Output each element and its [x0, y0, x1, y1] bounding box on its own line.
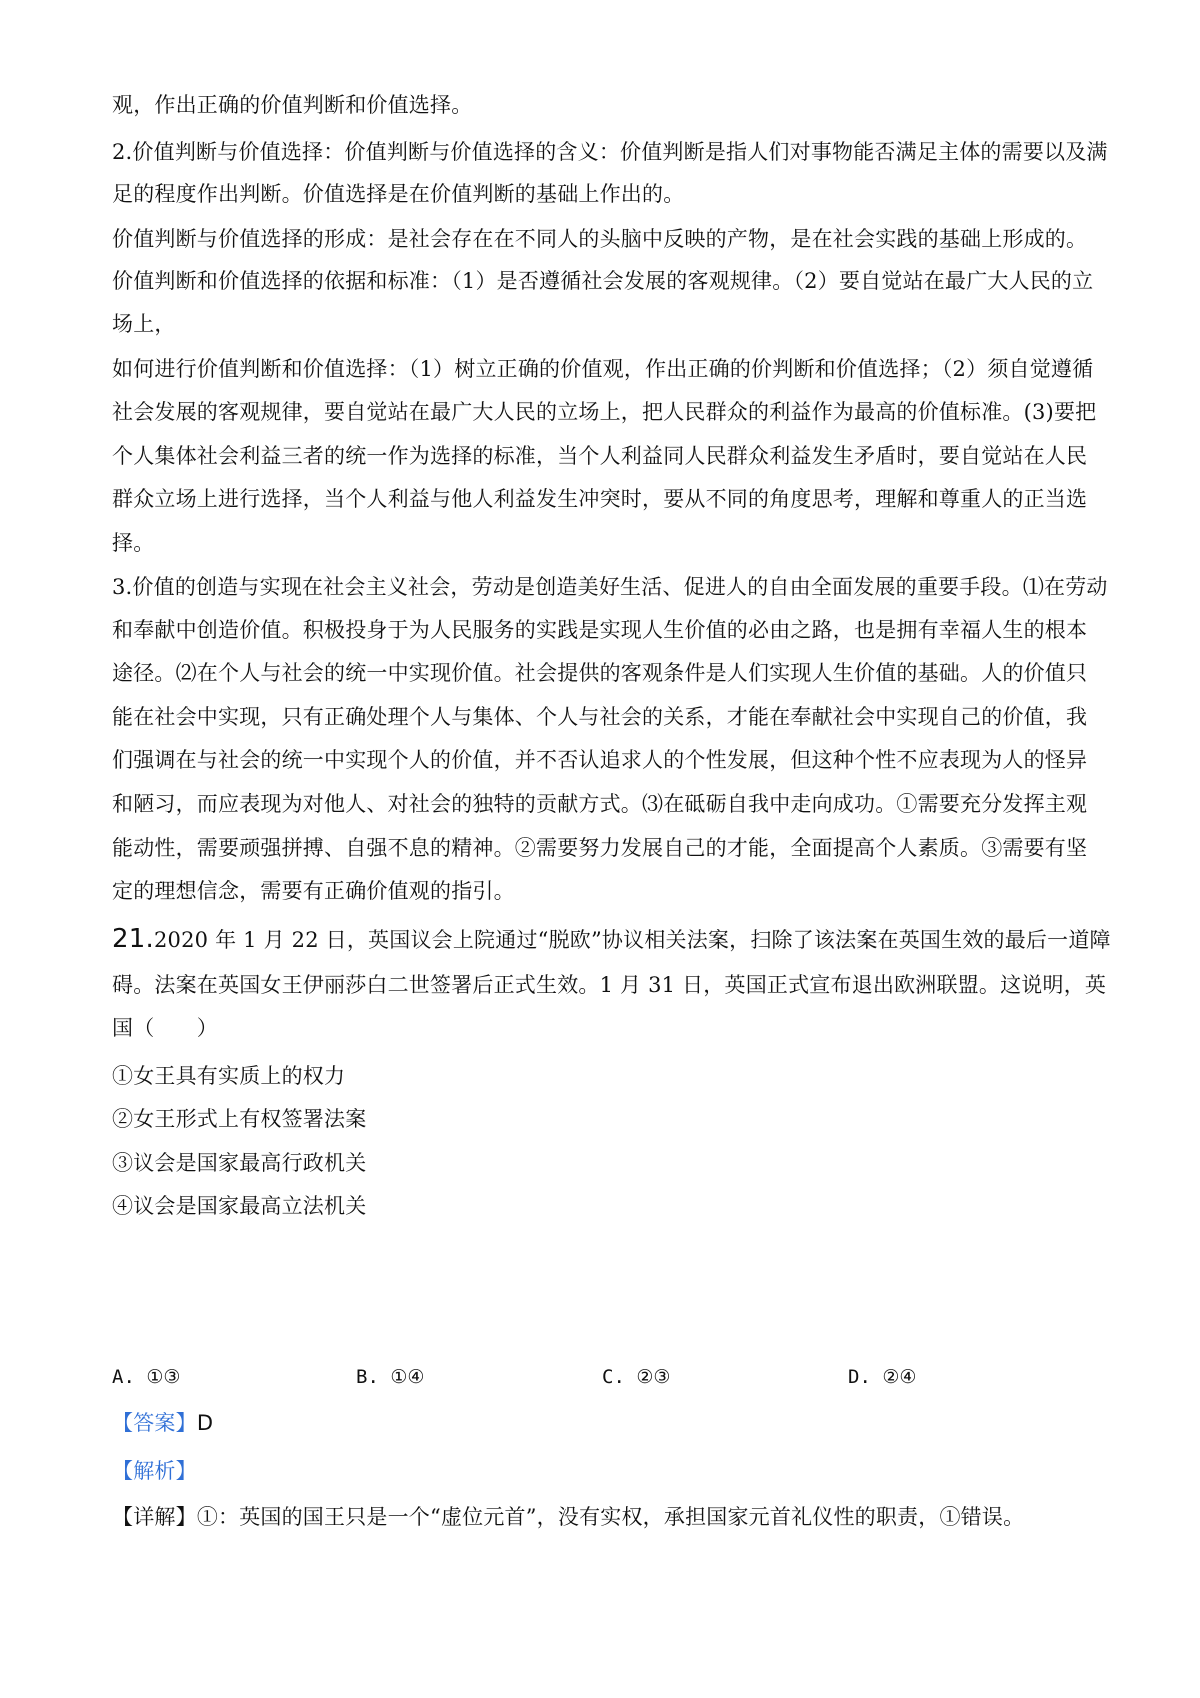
option-d: D. ②④ — [848, 1366, 917, 1388]
text-line: 们强调在与社会的统一中实现个人的价值，并不否认追求人的个性发展，但这种个性不应表现为人的怪异 — [112, 748, 1088, 772]
text-line: 3.价值的创造与实现在社会主义社会，劳动是创造美好生活、促进人的自由全面发展的重要手段。⑴在劳动 — [112, 575, 1108, 599]
question-text: 2020 年 1 月 22 日，英国议会上院通过“脱欧”协议相关法案，扫除了该法案在英国生效的最后一道障 — [153, 928, 1111, 952]
text-line: 2.价值判断与价值选择：价值判断与价值选择的含义：价值判断是指人们对事物能否满足主体的需要以及满 — [112, 140, 1108, 164]
text-line: 能动性，需要顽强拼搏、自强不息的精神。②需要努力发展自己的才能，全面提高个人素质。③需要有坚 — [112, 836, 1088, 860]
text-line: 择。 — [112, 531, 155, 555]
detail-label: 【详解】 — [112, 1505, 197, 1529]
text-line: 定的理想信念，需要有正确价值观的指引。 — [112, 879, 515, 903]
text-line: 能在社会中实现，只有正确处理个人与集体、个人与社会的关系，才能在奉献社会中实现自己的价值，我 — [112, 705, 1088, 729]
statement-item: ③议会是国家最高行政机关 — [112, 1151, 367, 1175]
text-line: 和陋习，而应表现为对他人、对社会的独特的贡献方式。⑶在砥砺自我中走向成功。①需要充分发挥主观 — [112, 792, 1088, 816]
option-c: C. ②③ — [602, 1366, 671, 1388]
statement-item: ②女王形式上有权签署法案 — [112, 1107, 367, 1131]
statement-item: ①女王具有实质上的权力 — [112, 1064, 346, 1088]
text-line: 观，作出正确的价值判断和价值选择。 — [112, 93, 473, 117]
text-line: 足的程度作出判断。价值选择是在价值判断的基础上作出的。 — [112, 182, 685, 206]
question-stem-line: 国（ ） — [112, 1016, 218, 1040]
text-line: 如何进行价值判断和价值选择：（1）树立正确的价值观，作出正确的价判断和价值选择；（2）须自觉遵循 — [112, 357, 1094, 381]
analysis-label: 【解析】 — [112, 1459, 197, 1483]
answer-value: D — [196, 1411, 214, 1435]
text-line: 和奉献中创造价值。积极投身于为人民服务的实践是实现人生价值的必由之路，也是拥有幸福人生的根本 — [112, 618, 1088, 642]
text-line: 场上， — [112, 312, 176, 336]
text-line: 途径。⑵在个人与社会的统一中实现价值。社会提供的客观条件是人们实现人生价值的基础。人的价值只 — [112, 661, 1088, 685]
option-a: A. ①③ — [112, 1366, 181, 1388]
option-b: B. ①④ — [356, 1366, 425, 1388]
question-stem-line — [112, 924, 1111, 955]
text-line: 社会发展的客观规律，要自觉站在最广大人民的立场上，把人民群众的利益作为最高的价值标准。(3)要把 — [112, 400, 1097, 424]
text-line: 价值判断和价值选择的依据和标准：（1）是否遵循社会发展的客观规律。（2）要自觉站在最广大人民的立 — [112, 269, 1094, 293]
text-line: 价值判断与价值选择的形成：是社会存在在不同人的头脑中反映的产物，是在社会实践的基础上形成的。 — [112, 227, 1088, 251]
answer-label: 【答案】 — [112, 1411, 197, 1435]
answer-line — [112, 1408, 213, 1438]
statement-item: ④议会是国家最高立法机关 — [112, 1194, 367, 1218]
text-line: 个人集体社会利益三者的统一作为选择的标准，当个人利益同人民群众利益发生矛盾时，要自觉站在人民 — [112, 444, 1088, 468]
text-line: 群众立场上进行选择，当个人利益与他人利益发生冲突时，要从不同的角度思考，理解和尊重人的正当选 — [112, 487, 1088, 511]
detail-line — [112, 1502, 1024, 1532]
analysis-line — [112, 1456, 197, 1486]
detail-text: ①：英国的国王只是一个“虚位元首”，没有实权，承担国家元首礼仪性的职责，①错误。 — [196, 1505, 1025, 1529]
question-number: 21. — [112, 924, 154, 954]
question-stem-line: 碍。法案在英国女王伊丽莎白二世签署后正式生效。1 月 31 日，英国正式宣布退出欧洲联盟。这说明，英 — [112, 973, 1107, 997]
